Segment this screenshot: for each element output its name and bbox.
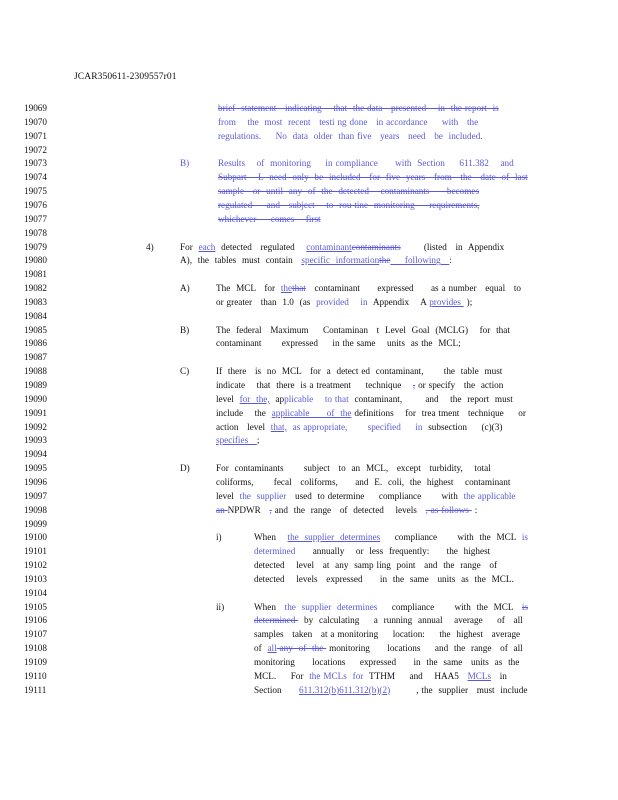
text-segment: The federal Maximum Contaminan t Level Goal (MCLG) for that xyxy=(216,324,510,335)
text-segment: : xyxy=(449,255,452,266)
text-segment: subsection (c)(3) xyxy=(422,421,503,432)
text-segment: monitoring locations and the range of all xyxy=(326,643,523,654)
line-text xyxy=(216,407,526,420)
line-text xyxy=(180,241,504,254)
document-line xyxy=(0,130,618,143)
text-segment: action level xyxy=(216,421,271,432)
revised-text: the supplier xyxy=(239,490,287,501)
inserted-text: for the, xyxy=(239,393,270,404)
document-line xyxy=(0,116,618,129)
document-line xyxy=(0,531,618,544)
line-text xyxy=(218,213,321,226)
line-text xyxy=(254,684,527,697)
line-number: 19100 xyxy=(24,532,47,543)
inserted-text: specific information xyxy=(301,255,380,266)
text-segment: detected level at any samp ling point and the range of xyxy=(254,560,497,571)
deleted-text: , as follows xyxy=(425,504,472,515)
document-line xyxy=(0,365,618,378)
revised-text: regulations. No data older than five years need be included. xyxy=(218,130,483,141)
text-segment: contaminant expressed as a number equal to xyxy=(305,283,521,294)
line-text xyxy=(218,116,478,129)
line-number: 19102 xyxy=(24,560,47,571)
document-line xyxy=(0,601,618,614)
line-text xyxy=(254,656,519,669)
line-number: 19070 xyxy=(24,116,47,127)
line-number: 19107 xyxy=(24,629,47,640)
line-number: 19072 xyxy=(24,144,47,155)
document-line xyxy=(0,254,618,267)
text-segment: by calculating a running annual average of all xyxy=(298,615,523,626)
line-number: 19084 xyxy=(24,310,47,321)
line-text xyxy=(216,462,491,475)
line-text xyxy=(254,531,528,544)
deleted-text: the xyxy=(379,255,391,266)
inserted-text: following xyxy=(390,255,450,266)
deleted-text: an xyxy=(216,504,228,515)
line-number: 19103 xyxy=(24,573,47,584)
document-line xyxy=(0,642,618,655)
document-line xyxy=(0,573,618,586)
line-text xyxy=(218,199,479,212)
document-line xyxy=(0,268,618,281)
document-line xyxy=(0,310,618,323)
inserted-text: the xyxy=(280,283,293,294)
text-segment: contaminant, and the report must xyxy=(348,393,513,404)
text-segment xyxy=(349,297,361,307)
text-segment: Appendix A xyxy=(367,296,430,307)
text-segment: , the supplier must include xyxy=(390,684,528,695)
line-number: 19076 xyxy=(24,199,47,210)
document-line xyxy=(0,684,618,697)
revised-text: plicable to that xyxy=(284,393,349,404)
line-number: 19075 xyxy=(24,186,47,197)
line-text xyxy=(254,559,497,572)
document-line xyxy=(0,144,618,157)
line-text xyxy=(254,545,490,558)
document-line xyxy=(0,241,618,254)
line-number: 19093 xyxy=(24,435,47,446)
document-line xyxy=(0,504,618,517)
line-text xyxy=(216,324,510,337)
text-segment: detected regulated xyxy=(215,241,307,252)
inserted-text: MCLs xyxy=(467,670,492,681)
line-text xyxy=(218,130,483,143)
deleted-text: contaminants xyxy=(351,241,401,252)
text-segment: and the range of detected levels xyxy=(271,504,426,515)
line-text xyxy=(254,614,523,627)
line-number: 19081 xyxy=(24,269,47,280)
line-text xyxy=(216,296,472,309)
line-number: 19101 xyxy=(24,546,47,557)
text-segment: level xyxy=(216,393,240,404)
line-text xyxy=(254,670,507,683)
text-segment: in xyxy=(491,670,507,681)
document-line xyxy=(0,434,618,447)
line-number: 19087 xyxy=(24,352,47,363)
line-text xyxy=(254,573,514,586)
line-number: 19096 xyxy=(24,476,47,487)
document-line xyxy=(0,476,618,489)
text-segment: When xyxy=(254,601,285,612)
line-text xyxy=(216,434,259,447)
line-number: 19104 xyxy=(24,587,47,598)
text-segment: compliance with the MCL xyxy=(377,601,522,612)
line-text xyxy=(216,421,502,434)
text-segment: When xyxy=(254,532,288,543)
text-segment: If there is no MCL for a detect ed contaminant, the table must xyxy=(216,366,503,377)
line-number: 19099 xyxy=(24,518,47,529)
line-number: 19105 xyxy=(24,601,47,612)
document-line xyxy=(0,102,618,115)
text-segment: or greater than 1.0 (as xyxy=(216,296,317,307)
text-segment: ap xyxy=(269,393,285,404)
line-number: 19106 xyxy=(24,615,47,626)
item-label: i) xyxy=(216,532,222,543)
line-number: 19077 xyxy=(24,213,47,224)
text-segment: detected levels expressed in the same units as the MCL. xyxy=(254,573,514,584)
text-segment: : xyxy=(471,504,478,515)
line-text xyxy=(216,337,461,350)
text-segment: indicate that there is a treatment technique xyxy=(216,380,413,390)
revised-text: is xyxy=(521,532,529,543)
line-number: 19110 xyxy=(24,670,47,681)
line-number: 19073 xyxy=(24,158,47,169)
item-label: C) xyxy=(180,366,190,377)
line-number: 19097 xyxy=(24,490,47,501)
text-segment: ; xyxy=(256,435,260,446)
text-segment: monitoring locations expressed in the same units as the xyxy=(254,657,520,667)
text-segment: coliforms, fecal coliforms, and E. coli, the highest contaminant xyxy=(216,476,511,487)
revised-text: the supplier determines xyxy=(284,601,378,612)
line-number: 19091 xyxy=(24,407,47,418)
line-number: 19092 xyxy=(24,421,47,432)
document-line xyxy=(0,185,618,198)
text-segment: or specify the action xyxy=(415,380,504,390)
line-text xyxy=(180,254,452,267)
line-text xyxy=(216,476,510,489)
document-line xyxy=(0,296,618,309)
line-number: 19074 xyxy=(24,172,47,183)
deleted-text: , xyxy=(412,380,416,390)
text-segment: annually or less frequently: the highest xyxy=(295,546,491,557)
line-number: 19086 xyxy=(24,338,47,349)
line-number: 19085 xyxy=(24,324,47,335)
line-number: 19111 xyxy=(24,684,47,695)
text-segment: ); xyxy=(463,296,473,307)
item-label: A) xyxy=(180,283,190,294)
document-line xyxy=(0,171,618,184)
document-line xyxy=(0,628,618,641)
text-segment: contaminant expressed in the same units as the MCL; xyxy=(216,338,461,349)
document-line xyxy=(0,421,618,434)
line-number: 19094 xyxy=(24,449,47,460)
line-number: 19069 xyxy=(24,103,47,113)
revised-text: provided xyxy=(316,296,349,307)
document-line xyxy=(0,157,618,170)
document-line xyxy=(0,614,618,627)
text-segment: NPDWR xyxy=(227,504,270,515)
line-text xyxy=(216,393,513,406)
inserted-text: contaminant xyxy=(306,241,352,252)
document-line xyxy=(0,324,618,337)
line-number: 19090 xyxy=(24,393,47,404)
text-segment: (listed in Appendix xyxy=(400,241,505,252)
inserted-text: 611.312(b)611.312(b)(2) xyxy=(298,684,391,695)
line-text xyxy=(218,102,499,115)
line-number: 19095 xyxy=(24,463,47,474)
document-line xyxy=(0,656,618,669)
item-label: ii) xyxy=(216,601,225,612)
deleted-text: any of the xyxy=(276,643,327,654)
text-segment: A), the tables must contain xyxy=(180,255,302,266)
inserted-text: applicable of the xyxy=(271,407,352,418)
text-segment: samples taken at a monitoring location: the highest average xyxy=(254,629,521,640)
deleted-text: Subpart L need only be included for five years from the date of last xyxy=(218,172,528,183)
revised-text: the applicable xyxy=(463,490,516,501)
document-line xyxy=(0,518,618,531)
line-number: 19071 xyxy=(24,130,47,141)
document-line xyxy=(0,393,618,406)
inserted-text: the supplier determines xyxy=(287,532,381,543)
deleted-text: brief statement indicating that the data presented in the report is xyxy=(218,103,499,113)
line-text xyxy=(254,601,528,614)
document-line xyxy=(0,282,618,295)
text-segment: compliance with the MCL xyxy=(380,532,522,543)
line-text xyxy=(218,157,514,170)
document-line xyxy=(0,448,618,461)
text-segment: The MCL for xyxy=(216,283,281,294)
deleted-text: whichever comes first xyxy=(218,213,321,224)
line-text xyxy=(254,642,523,655)
item-label: D) xyxy=(180,463,190,474)
document-line xyxy=(0,587,618,600)
revised-text: determined xyxy=(254,546,296,557)
line-text xyxy=(216,490,516,503)
document-line xyxy=(0,351,618,364)
line-number: 19109 xyxy=(24,657,47,667)
inserted-text: each xyxy=(198,241,216,252)
document-line xyxy=(0,670,618,683)
line-number: 19108 xyxy=(24,643,47,654)
revised-text: the MCLs for xyxy=(309,670,364,681)
document-line xyxy=(0,490,618,503)
deleted-text: that xyxy=(292,283,306,294)
revised-text: as appropriate, specified in xyxy=(286,421,423,432)
deleted-text: sample or until any of the detected contaminants becomes xyxy=(218,186,480,197)
document-line xyxy=(0,337,618,350)
document-line xyxy=(0,559,618,572)
line-number: 19082 xyxy=(24,283,47,294)
inserted-text: provides xyxy=(429,296,464,307)
revised-text: in xyxy=(360,296,368,307)
text-segment: of xyxy=(254,643,268,654)
deleted-text: regulated and subject to rou tine monitoring requirements, xyxy=(218,199,480,210)
document-line xyxy=(0,227,618,240)
line-number: 19083 xyxy=(24,296,47,307)
line-text xyxy=(216,282,521,295)
line-number: 19098 xyxy=(24,504,47,515)
text-segment: level xyxy=(216,490,240,501)
line-number: 19078 xyxy=(24,227,47,238)
text-segment: For xyxy=(180,241,199,252)
inserted-text: specifies xyxy=(216,435,257,446)
text-segment: include the xyxy=(216,407,272,418)
line-text xyxy=(254,628,520,641)
text-segment: TTHM and HAA5 xyxy=(363,670,468,681)
line-number: 19089 xyxy=(24,380,47,390)
inserted-text: all xyxy=(267,643,277,654)
item-label: B) xyxy=(180,324,190,335)
document-line xyxy=(0,545,618,558)
revised-text: Results of monitoring in compliance with Section 611.382 and xyxy=(218,158,514,169)
text-segment: For contaminants subject to an MCL, except turbidity, total xyxy=(216,463,491,474)
line-text xyxy=(216,379,503,392)
line-text xyxy=(218,185,479,198)
text-segment: definitions for trea tment technique or xyxy=(351,407,526,418)
line-text xyxy=(216,504,477,517)
text-segment: used to determine compliance with xyxy=(286,490,464,501)
text-segment: MCL. For xyxy=(254,670,310,681)
document-line xyxy=(0,379,618,392)
revised-text: from the most recent testi ng done in accordance with the xyxy=(218,116,479,127)
line-number: 19080 xyxy=(24,255,47,266)
text-segment: Section xyxy=(254,684,299,695)
document-line xyxy=(0,213,618,226)
line-number: 19079 xyxy=(24,241,47,252)
line-text xyxy=(216,365,502,378)
document-line xyxy=(0,199,618,212)
document-line xyxy=(0,407,618,420)
document-line xyxy=(0,462,618,475)
deleted-text: is xyxy=(521,601,529,612)
item-label: B) xyxy=(180,158,190,169)
document-id-header: JCAR350611-2309557r01 xyxy=(74,72,177,82)
deleted-text: determined xyxy=(254,615,299,626)
item-label: 4) xyxy=(146,241,154,252)
line-number: 19088 xyxy=(24,366,47,377)
inserted-text: that, xyxy=(270,421,287,432)
line-text xyxy=(218,171,528,184)
deleted-text: , xyxy=(269,504,272,515)
